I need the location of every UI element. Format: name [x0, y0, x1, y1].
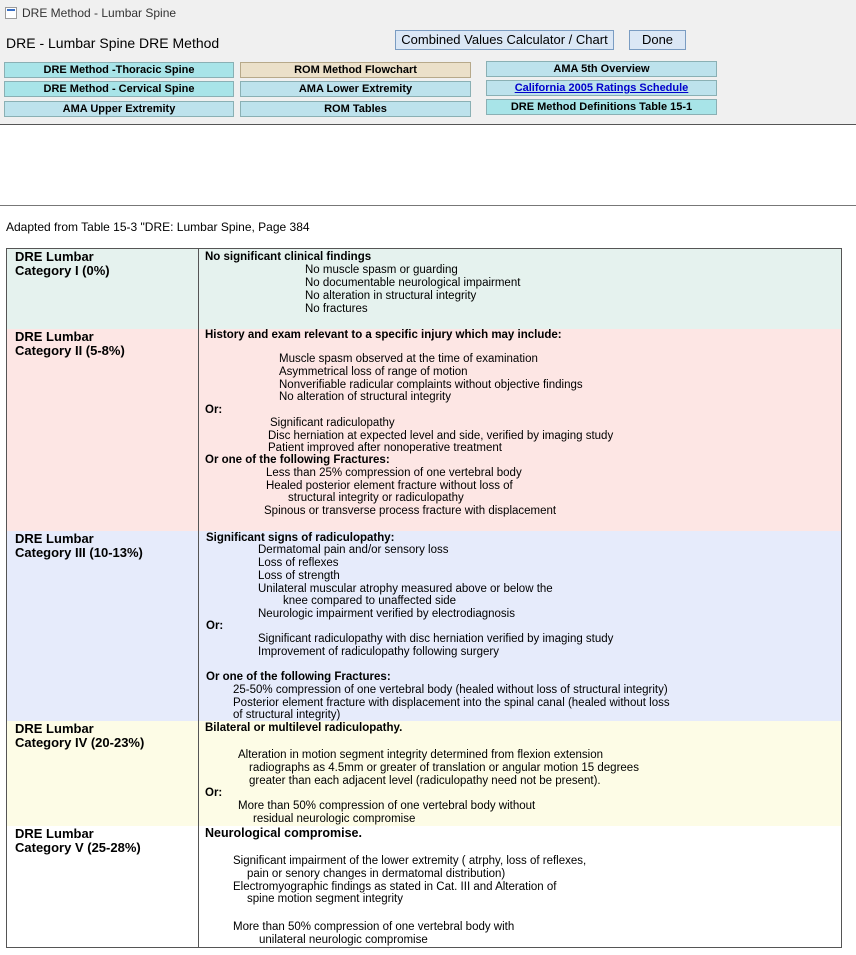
- category-label: DRE Lumbar Category V (25-28%): [15, 826, 141, 855]
- criteria-line: No alteration of structural integrity: [279, 391, 451, 403]
- criteria-line: Significant radiculopathy with disc herniation verified by imaging study: [258, 633, 614, 645]
- criteria-line: Or one of the following Fractures:: [205, 454, 390, 466]
- criteria-line: radiographs as 4.5mm or greater of translation or angular motion 15 degrees: [249, 762, 639, 774]
- category-row: [7, 531, 841, 722]
- criteria-line: Significant signs of radiculopathy:: [206, 532, 395, 544]
- criteria-line: No muscle spasm or guarding: [305, 264, 458, 276]
- rom-tables-button[interactable]: ROM Tables: [240, 101, 471, 117]
- criteria-line: Loss of strength: [258, 570, 340, 582]
- category-cell: [7, 329, 199, 531]
- criteria-line: spine motion segment integrity: [247, 893, 403, 905]
- header-divider: [0, 124, 856, 125]
- criteria-line: No alteration in structural integrity: [305, 290, 477, 302]
- form-title: DRE - Lumbar Spine DRE Method: [6, 35, 220, 51]
- criteria-line: Alteration in motion segment integrity determined from flexion extension: [238, 749, 603, 761]
- criteria-line: Loss of reflexes: [258, 557, 339, 569]
- criteria-line: History and exam relevant to a specific injury which may include:: [205, 329, 562, 341]
- criteria-line: Less than 25% compression of one vertebral body: [266, 467, 522, 479]
- criteria-line: More than 50% compression of one vertebral body without: [238, 800, 536, 812]
- done-button[interactable]: Done: [629, 30, 686, 50]
- criteria-line: Unilateral muscular atrophy measured above or below the: [258, 583, 553, 595]
- table-caption: Adapted from Table 15-3 "DRE: Lumbar Spine, Page 384: [6, 220, 310, 234]
- dre-lumbar-table: [6, 248, 842, 948]
- criteria-line: greater than each adjacent level (radiculopathy need not be present).: [249, 775, 601, 787]
- criteria-line: Or:: [205, 404, 223, 416]
- window-title-bar: [0, 0, 856, 29]
- category-row: [7, 826, 841, 947]
- criteria-line: knee compared to unaffected side: [283, 595, 457, 607]
- criteria-line: Improvement of radiculopathy following surgery: [258, 646, 499, 658]
- window-title: DRE Method - Lumbar Spine: [22, 6, 177, 20]
- criteria-line: Or:: [206, 620, 224, 632]
- blank-panel-divider: [0, 205, 856, 206]
- criteria-line: Or:: [205, 787, 223, 799]
- criteria-line: Disc herniation at expected level and side, verified by imaging study: [268, 430, 614, 442]
- combined-values-calculator-button[interactable]: Combined Values Calculator / Chart: [395, 30, 614, 50]
- criteria-line: Muscle spasm observed at the time of examination: [279, 353, 538, 365]
- criteria-line: Spinous or transverse process fracture with displacement: [264, 505, 557, 517]
- criteria-line: structural integrity or radiculopathy: [288, 492, 464, 504]
- criteria-line: Asymmetrical loss of range of motion: [279, 366, 468, 378]
- category-row: [7, 329, 841, 532]
- ama-upper-extremity-button[interactable]: AMA Upper Extremity: [4, 101, 234, 117]
- dre-method-definitions-button[interactable]: DRE Method Definitions Table 15-1: [486, 99, 717, 115]
- ama-5th-overview-button[interactable]: AMA 5th Overview: [486, 61, 717, 77]
- criteria-line: Electromyographic findings as stated in Cat. III and Alteration of: [233, 881, 557, 893]
- ama-lower-extremity-button[interactable]: AMA Lower Extremity: [240, 81, 471, 97]
- california-2005-ratings-link[interactable]: California 2005 Ratings Schedule: [486, 80, 717, 96]
- dre-cervical-spine-button[interactable]: DRE Method - Cervical Spine: [4, 81, 234, 97]
- category-row: [7, 721, 841, 827]
- criteria-line: Healed posterior element fracture without loss of: [266, 480, 513, 492]
- category-row: [7, 249, 841, 330]
- criteria-line: of structural integrity): [233, 709, 341, 721]
- criteria-line: unilateral neurologic compromise: [259, 934, 428, 946]
- category-label: DRE Lumbar Category IV (20-23%): [15, 721, 145, 750]
- criteria-line: Neurological compromise.: [205, 826, 362, 840]
- criteria-line: No significant clinical findings: [205, 251, 372, 263]
- criteria-line: Bilateral or multilevel radiculopathy.: [205, 722, 403, 734]
- criteria-line: Neurologic impairment verified by electrodiagnosis: [258, 608, 515, 620]
- criteria-line: Patient improved after nonoperative treatment: [268, 442, 502, 454]
- criteria-line: Dermatomal pain and/or sensory loss: [258, 544, 449, 556]
- criteria-line: pain or senory changes in dermatomal distribution): [247, 868, 506, 880]
- criteria-line: No documentable neurological impairment: [305, 277, 521, 289]
- criteria-line: Significant radiculopathy: [270, 417, 395, 429]
- criteria-line: No fractures: [305, 303, 368, 315]
- criteria-line: Significant impairment of the lower extremity ( atrphy, loss of reflexes,: [233, 855, 587, 867]
- criteria-line: More than 50% compression of one vertebral body with: [233, 921, 515, 933]
- criteria-line: Posterior element fracture with displacement into the spinal canal (healed without loss: [233, 697, 670, 709]
- category-label: DRE Lumbar Category III (10-13%): [15, 531, 143, 560]
- rom-method-flowchart-button[interactable]: ROM Method Flowchart: [240, 62, 471, 78]
- dre-thoracic-spine-button[interactable]: DRE Method -Thoracic Spine: [4, 62, 234, 78]
- criteria-line: Or one of the following Fractures:: [206, 671, 391, 683]
- category-label: DRE Lumbar Category II (5-8%): [15, 329, 125, 358]
- criteria-line: residual neurologic compromise: [253, 813, 416, 825]
- category-label: DRE Lumbar Category I (0%): [15, 249, 110, 278]
- criteria-line: 25-50% compression of one vertebral body (healed without loss of structural integrity): [233, 684, 668, 696]
- criteria-line: Nonverifiable radicular complaints without objective findings: [279, 379, 583, 391]
- app-icon: [5, 7, 17, 19]
